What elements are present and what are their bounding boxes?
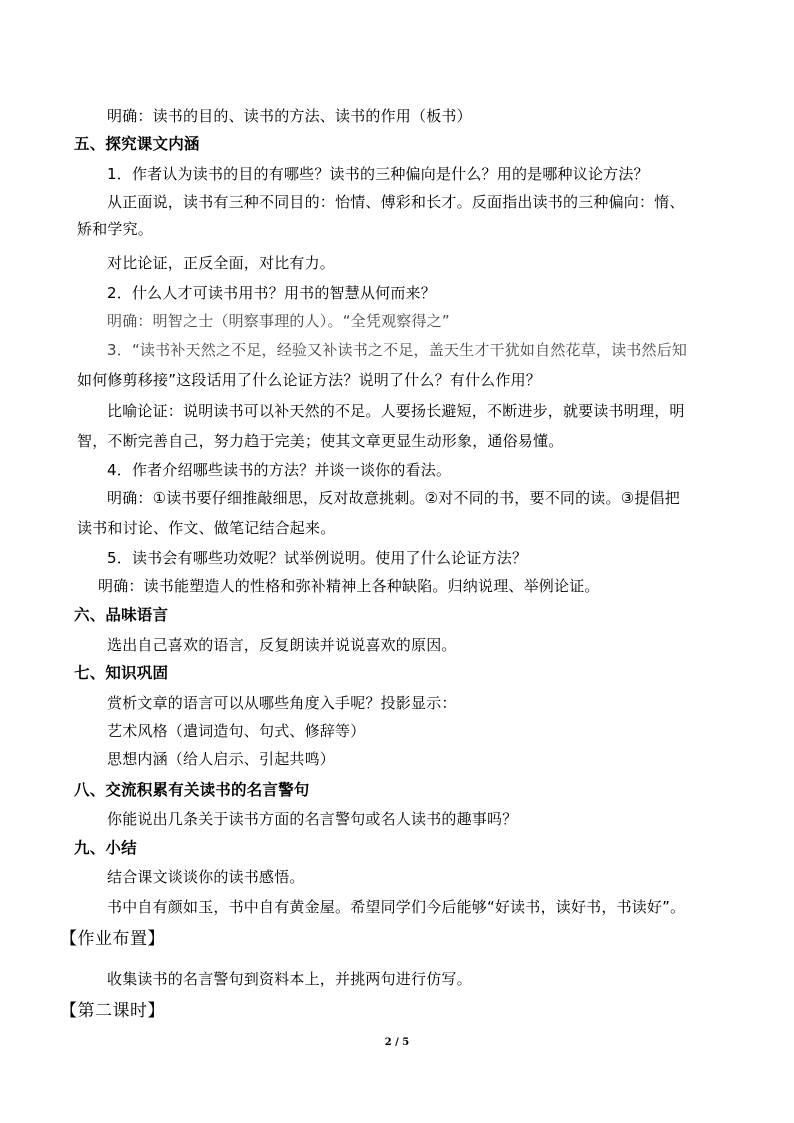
text-line: 明确：读书能塑造人的性格和弥补精神上各种缺陷。归纳说理、举例论证。	[98, 577, 600, 595]
question-line: 3．“读书补天然之不足，经验又补读书之不足，盖天生才干犹如自然花草，读书然后知	[107, 341, 688, 359]
page-number: 2 / 5	[384, 1037, 410, 1048]
section-heading: 【第二课时】	[60, 1001, 165, 1021]
question-line: 5．读书会有哪些功效呢？试举例说明。使用了什么论证方法？	[107, 549, 528, 567]
text-line: 明确：明智之士（明察事理的人）。“全凭观察得之”	[107, 312, 450, 330]
text-line: 读书和讨论、作文、做笔记结合起来。	[77, 519, 336, 537]
section-heading: 【作业布置】	[60, 929, 165, 949]
text-line: 明确：①读书要仔细推敲细思，反对故意挑刺。②对不同的书，要不同的读。③提倡把	[107, 489, 680, 507]
section-heading: 六、品味语言	[74, 606, 169, 624]
text-line: 你能说出几条关于读书方面的名言警句或名人读书的趣事吗？	[107, 810, 518, 828]
text-line: 智，不断完善自己，努力趋于完美；使其文章更显生动形象，通俗易懂。	[77, 432, 564, 450]
text-line: 矫和学究。	[77, 220, 154, 238]
section-heading: 八、交流积累有关读书的名言警句	[74, 781, 310, 799]
text-line: 如何修剪移接”这段话用了什么论证方法？说明了什么？有什么作用？	[77, 371, 541, 389]
text-line: 艺术风格（遣词造句、句式、修辞等）	[107, 722, 366, 740]
question-line: 4．作者介绍哪些读书的方法？并谈一谈你的看法。	[107, 461, 452, 479]
text-line: 从正面说，读书有三种不同目的：怡情、傅彩和长才。反面指出读书的三种偏向：惰、	[107, 193, 685, 211]
section-heading: 五、探究课文内涵	[74, 135, 200, 153]
text-line: 结合课文谈谈你的读书感悟。	[107, 868, 305, 886]
text-line: 收集读书的名言警句到资料本上，并挑两句进行仿写。	[107, 970, 472, 988]
text-line: 对比论证，正反全面，对比有力。	[107, 254, 336, 272]
question-line: 2．什么人才可读书用书？用书的智慧从何而来？	[107, 284, 436, 302]
text-line: 赏析文章的语言可以从哪些角度入手呢？投影显示：	[107, 694, 457, 712]
section-heading: 七、知识巩固	[74, 664, 169, 682]
question-line: 1．作者认为读书的目的有哪些？读书的三种偏向是什么？用的是哪种议论方法？	[107, 165, 649, 183]
section-heading: 九、小结	[74, 839, 137, 857]
text-line: 思想内涵（给人启示、引起共鸣）	[107, 750, 336, 768]
text-line: 书中自有颜如玉，书中自有黄金屋。希望同学们今后能够“好读书，读好书，书读好”。	[107, 898, 686, 916]
text-line: 比喻论证：说明读书可以补天然的不足。人要扬长避短，不断进步，就要读书明理，明	[107, 402, 685, 420]
text-line: 明确：读书的目的、读书的方法、读书的作用（板书）	[107, 107, 472, 125]
text-line: 选出自己喜欢的语言，反复朗读并说说喜欢的原因。	[107, 636, 457, 654]
